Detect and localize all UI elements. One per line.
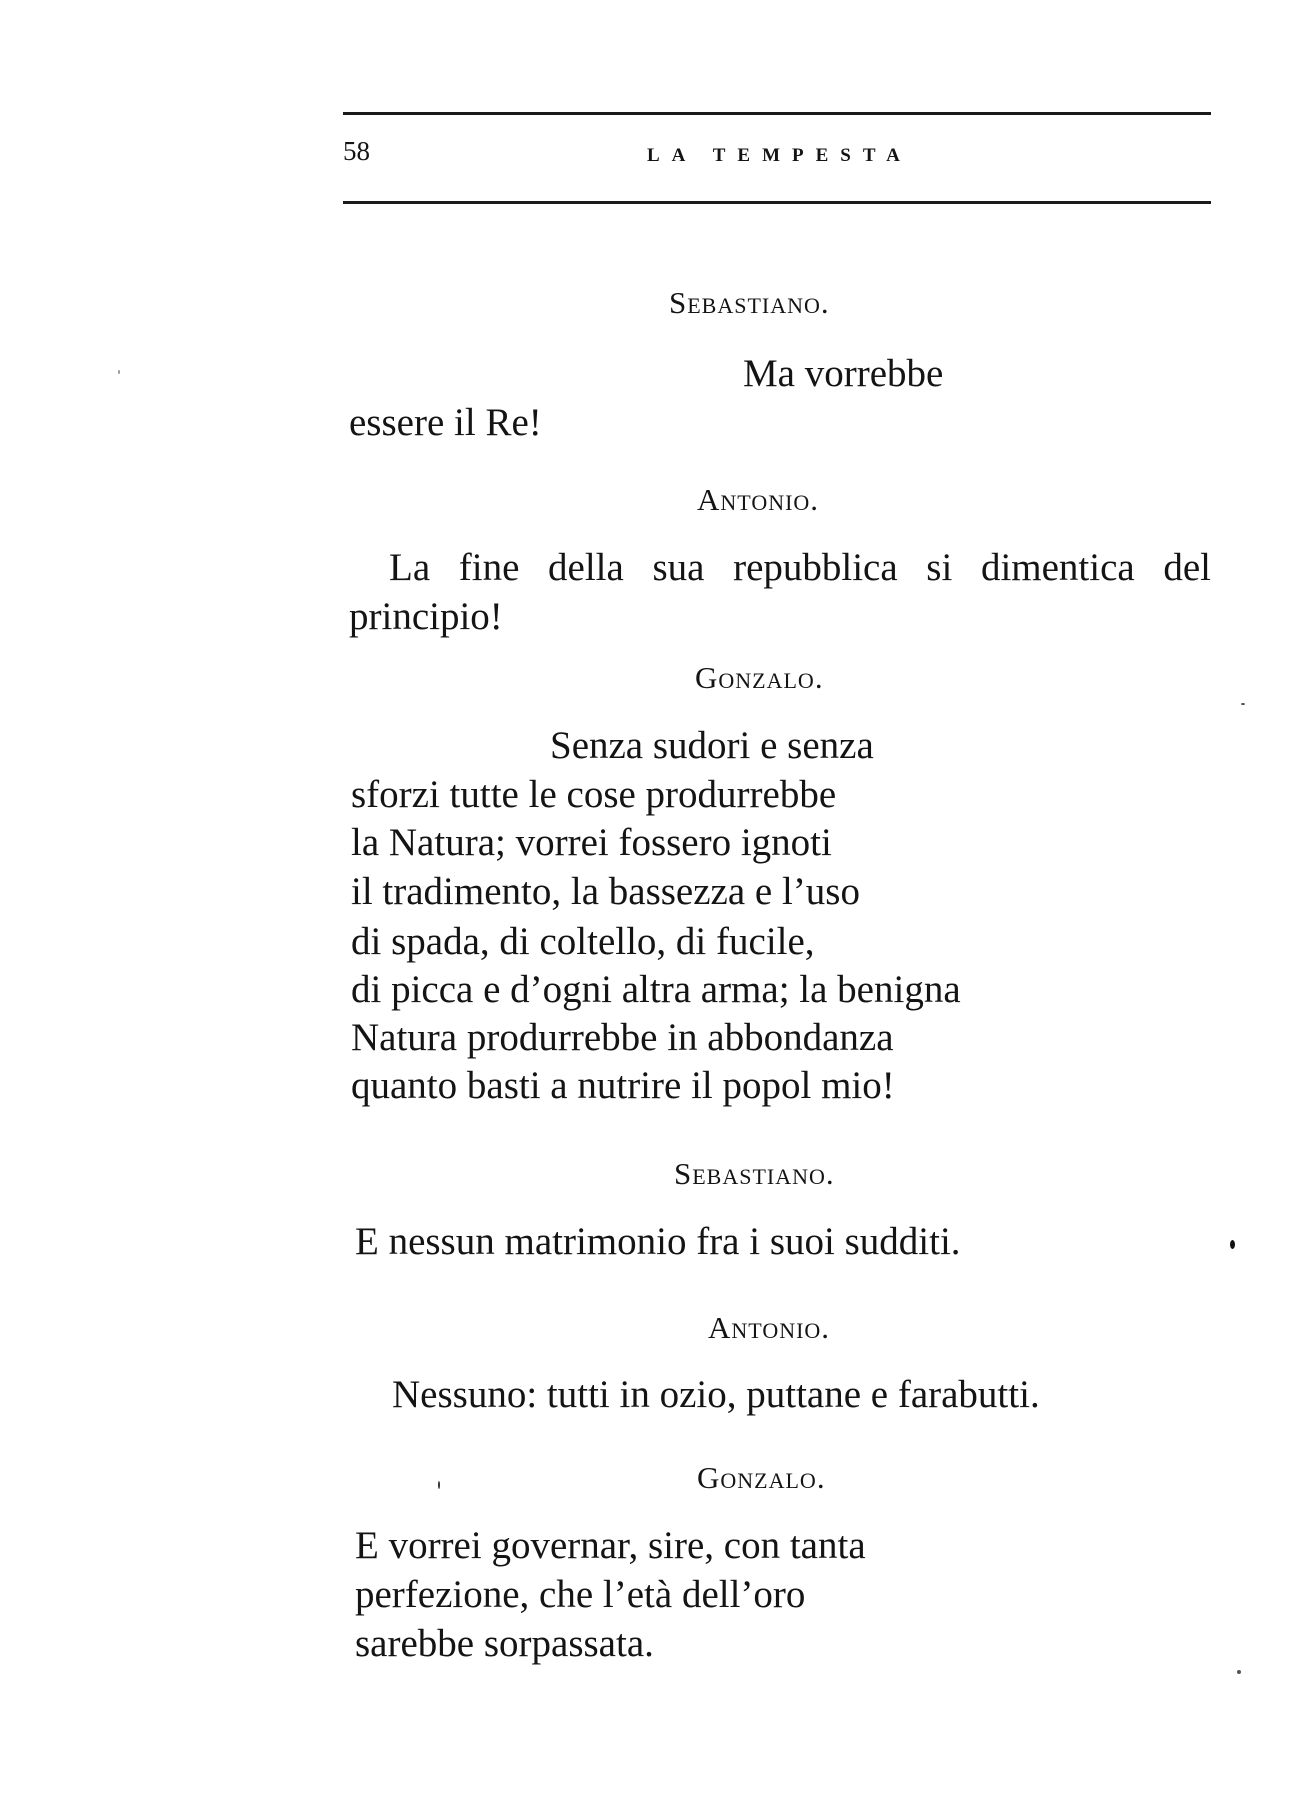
- verse-line: essere il Re!: [349, 401, 542, 444]
- verse-line: E nessun matrimonio fra i suoi sudditi.: [355, 1220, 961, 1263]
- speaker-sebastiano: Sebastiano.: [669, 285, 830, 320]
- verse-line: perfezione, che l’età dell’oro: [355, 1573, 806, 1616]
- speaker-gonzalo: Gonzalo.: [697, 1460, 826, 1495]
- running-title: LA TEMPESTA: [647, 145, 912, 166]
- speaker-sebastiano: Sebastiano.: [674, 1156, 835, 1191]
- verse-line: il tradimento, la bassezza e l’uso: [351, 870, 860, 913]
- page-number: 58: [343, 136, 370, 166]
- scan-speck: [118, 370, 120, 374]
- verse-line: la Natura; vorrei fossero ignoti: [351, 821, 832, 864]
- scan-speck: [438, 1481, 440, 1489]
- verse-line: sarebbe sorpassata.: [355, 1622, 654, 1665]
- verse-line: quanto basti a nutrire il popol mio!: [351, 1064, 895, 1107]
- verse-line: di picca e d’ogni altra arma; la benigna: [351, 968, 961, 1011]
- verse-line: sforzi tutte le cose produrrebbe: [351, 773, 837, 816]
- verse-line: Nessuno: tutti in ozio, puttane e farabutti.: [392, 1373, 1040, 1416]
- speaker-antonio: Antonio.: [708, 1310, 831, 1345]
- speaker-gonzalo: Gonzalo.: [695, 660, 824, 695]
- scan-speck: [1237, 1670, 1241, 1674]
- scan-speck: [1230, 1240, 1235, 1249]
- verse-line: Natura produrrebbe in abbondanza: [351, 1016, 894, 1059]
- verse-line: di spada, di coltello, di fucile,: [351, 920, 815, 963]
- header-rule-bottom: [343, 201, 1211, 204]
- verse-line: Senza sudori e senza: [550, 724, 874, 767]
- verse-line: E vorrei governar, sire, con tanta: [355, 1524, 866, 1567]
- verse-line: Ma vorrebbe: [743, 352, 944, 395]
- scan-speck: [1241, 703, 1245, 705]
- prose-speech: La fine della sua repubblica si dimentica del principio!: [349, 546, 1211, 638]
- header-rule-top: [343, 112, 1211, 115]
- speaker-antonio: Antonio.: [697, 482, 820, 517]
